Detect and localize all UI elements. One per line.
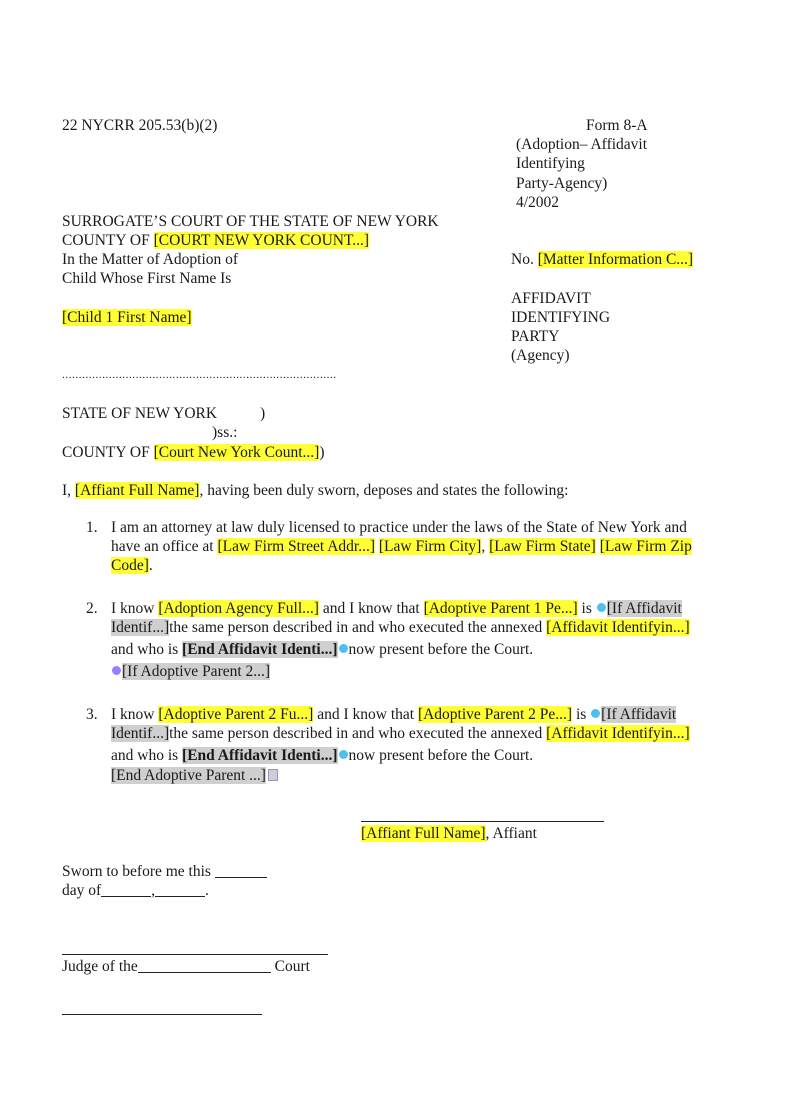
- venue-paren: ): [319, 444, 325, 461]
- judge-court-blank[interactable]: [138, 958, 271, 973]
- matter-number-line: [511, 250, 693, 269]
- para3-number: 3.: [86, 706, 98, 723]
- para1-text: have an office at: [111, 538, 218, 555]
- para2-line: [111, 618, 690, 637]
- para1-line: I am an attorney at law duly licensed to practice under the laws of the State of New York and: [111, 519, 687, 536]
- caption-dotted-rule: ..................................................................................: [62, 369, 337, 381]
- para2-text: now present before the Court.: [348, 641, 534, 658]
- para1-text: .: [148, 557, 153, 574]
- adoptive-parent2-full-field[interactable]: [Adoptive Parent 2 Fu...]: [158, 706, 314, 723]
- para2-text: and who is: [111, 641, 183, 658]
- form-date: 4/2002: [516, 194, 560, 211]
- para2-text: the same person described in and who executed the annexed: [169, 619, 547, 636]
- matter-line: Child Whose First Name Is: [62, 270, 232, 287]
- judge-line: [62, 957, 310, 976]
- para2-line: [111, 599, 682, 618]
- para2-text: I know: [111, 600, 159, 617]
- field-end-marker-icon: [268, 769, 278, 781]
- judge-text: Judge of the: [62, 958, 138, 975]
- sworn-text: .: [205, 882, 209, 899]
- matter-line: In the Matter of Adoption of: [62, 251, 239, 268]
- matter-number-field[interactable]: [Matter Information C...]: [537, 251, 694, 268]
- regulation-citation: 22 NYCRR 205.53(b)(2): [62, 117, 218, 134]
- para3-line: [111, 705, 676, 724]
- form-type-line: Party-Agency): [516, 175, 608, 192]
- venue-county-label: COUNTY OF: [62, 444, 154, 461]
- para3-line: [111, 724, 690, 743]
- judge-signature-line: [62, 954, 328, 955]
- adoptive-parent1-field[interactable]: [Adoptive Parent 1 Pe...]: [423, 600, 578, 617]
- form-type-line: (Adoption– Affidavit: [516, 136, 648, 153]
- affiant-signature-label: [361, 824, 537, 843]
- venue-paren: ): [260, 405, 266, 422]
- para1-text: ,: [481, 538, 486, 555]
- para3-line: [111, 746, 533, 765]
- law-firm-zip-field-cont[interactable]: Code]: [111, 557, 149, 574]
- adoptive-parent2-field[interactable]: [Adoptive Parent 2 Pe...]: [417, 706, 573, 723]
- sworn-line: [62, 862, 267, 881]
- if-affidavit-condition-cont[interactable]: Identif...]: [111, 725, 170, 742]
- para3-text: the same person described in and who executed the annexed: [169, 725, 547, 742]
- venue-ss: )ss.:: [212, 424, 238, 441]
- intro-suffix: , having been duly sworn, deposes and states the following:: [199, 482, 569, 499]
- doc-title-line: (Agency): [511, 347, 570, 364]
- para2-line: [111, 662, 270, 681]
- if-affidavit-condition[interactable]: [If Affidavit: [601, 706, 677, 723]
- sworn-line: [62, 881, 209, 900]
- if-affidavit-condition[interactable]: [If Affidavit: [606, 600, 682, 617]
- sworn-month-blank[interactable]: [101, 882, 151, 897]
- end-affidavit-condition[interactable]: [End Affidavit Identi...]: [182, 747, 338, 764]
- bottom-signature-line: [62, 1014, 262, 1015]
- sworn-text: day of: [62, 882, 102, 899]
- para2-line: [111, 640, 533, 659]
- sworn-day-blank[interactable]: [215, 863, 267, 878]
- condition-marker-icon[interactable]: [339, 750, 348, 759]
- sworn-year-blank[interactable]: [155, 882, 205, 897]
- doc-title-line: PARTY: [511, 328, 560, 345]
- end-adoptive-parent-condition[interactable]: [End Adoptive Parent ...]: [111, 767, 266, 784]
- doc-title-line: AFFIDAVIT: [511, 290, 591, 307]
- para3-text: now present before the Court.: [348, 747, 534, 764]
- doc-title-line: IDENTIFYING: [511, 309, 611, 326]
- sworn-text: ,: [151, 882, 156, 899]
- judge-text: Court: [270, 958, 310, 975]
- venue-county-line: [62, 443, 325, 462]
- condition-marker-icon[interactable]: [591, 709, 600, 718]
- para3-line: [111, 766, 278, 785]
- signature-line: [361, 821, 604, 822]
- para3-text: and I know that: [313, 706, 418, 723]
- para2-text: is: [577, 600, 596, 617]
- intro-prefix: I,: [62, 482, 75, 499]
- para3-text: and who is: [111, 747, 183, 764]
- para2-text: and I know that: [318, 600, 424, 617]
- condition-marker-icon[interactable]: [339, 644, 348, 653]
- law-firm-street-field[interactable]: [Law Firm Street Addr...]: [217, 538, 375, 555]
- if-affidavit-condition-cont[interactable]: Identif...]: [111, 619, 170, 636]
- intro-line: [62, 481, 568, 500]
- law-firm-zip-field[interactable]: [Law Firm Zip: [599, 538, 692, 555]
- para1-line: [111, 537, 692, 556]
- condition-marker-icon[interactable]: [112, 666, 121, 675]
- affiant-name-field[interactable]: [Affiant Full Name]: [74, 482, 200, 499]
- child-name-field: [62, 308, 192, 327]
- para2-number: 2.: [86, 600, 98, 617]
- affiant-suffix: , Affiant: [485, 825, 537, 842]
- law-firm-city-field[interactable]: [Law Firm City]: [378, 538, 482, 555]
- affidavit-identifying-field[interactable]: [Affidavit Identifyin...]: [546, 619, 690, 636]
- venue-county-field[interactable]: [Court New York Count...]: [153, 444, 320, 461]
- adoption-agency-field[interactable]: [Adoption Agency Full...]: [158, 600, 319, 617]
- if-adoptive-parent2-condition[interactable]: [If Adoptive Parent 2...]: [122, 663, 271, 680]
- matter-number-label: No.: [511, 251, 538, 268]
- sworn-text: Sworn to before me this: [62, 863, 215, 880]
- county-field[interactable]: [COURT NEW YORK COUNT...]: [153, 232, 370, 249]
- county-label: COUNTY OF: [62, 232, 154, 249]
- venue-state: STATE OF NEW YORK: [62, 405, 218, 422]
- condition-marker-icon[interactable]: [597, 603, 606, 612]
- affidavit-identifying-field[interactable]: [Affidavit Identifyin...]: [546, 725, 690, 742]
- child-first-name-field[interactable]: [Child 1 First Name]: [62, 309, 192, 326]
- para1-number: 1.: [86, 519, 98, 536]
- county-line: [62, 231, 369, 250]
- para3-text: is: [572, 706, 591, 723]
- form-number: Form 8-A: [586, 117, 648, 134]
- court-name: SURROGATE’S COURT OF THE STATE OF NEW YORK: [62, 213, 439, 230]
- form-type-line: Identifying: [516, 155, 585, 172]
- para1-line: [111, 556, 153, 575]
- para3-text: I know: [111, 706, 159, 723]
- affiant-name-field[interactable]: [Affiant Full Name]: [361, 825, 486, 842]
- end-affidavit-condition[interactable]: [End Affidavit Identi...]: [182, 641, 338, 658]
- law-firm-state-field[interactable]: [Law Firm State]: [489, 538, 596, 555]
